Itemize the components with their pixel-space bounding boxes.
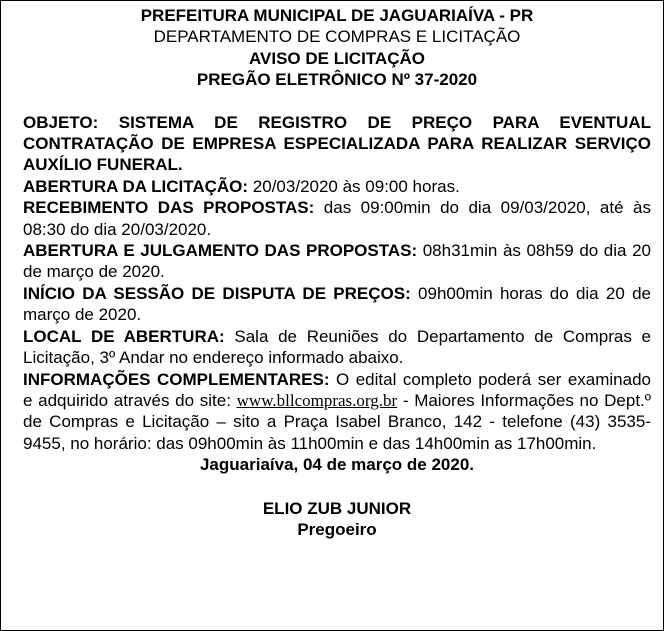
inicio-sessao-label: INÍCIO DA SESSÃO DE DISPUTA DE PREÇOS:	[23, 283, 411, 303]
paragraph-abertura-licitacao	[23, 176, 651, 197]
paragraph-informacoes	[23, 369, 651, 455]
header-pregao-number: PREGÃO ELETRÔNICO Nº 37-2020	[196, 70, 478, 90]
inicio-sessao-text: 09h00min horas do dia 20 de março de 2020.	[23, 283, 651, 325]
signature-role: Pregoeiro	[297, 519, 377, 539]
paragraph-recebimento	[23, 197, 651, 240]
objeto-label: OBJETO: SISTEMA DE REGISTRO DE PREÇO PARA EVENTUAL CONTRATAÇÃO DE EMPRESA ESPECIALIZADA PARA REALIZAR SERVIÇO AUXÍLIO FUNERAL.	[23, 112, 651, 175]
header-department: DEPARTAMENTO DE COMPRAS E LICITAÇÃO	[153, 27, 521, 47]
abertura-licitacao-text: 20/03/2020 às 09:00 horas.	[248, 176, 460, 196]
header-notice-type: AVISO DE LICITAÇÃO	[249, 48, 425, 68]
abertura-julgamento-text: 08h31min às 08h59 do dia 20 de março de 2020.	[23, 241, 651, 282]
local-abertura-label: LOCAL DE ABERTURA:	[23, 326, 225, 346]
paragraph-local-abertura	[23, 326, 651, 369]
bll-compras-link[interactable]: www.bllcompras.org.br	[236, 390, 398, 410]
notice-header	[23, 5, 651, 91]
local-abertura-text: Sala de Reuniões do Departamento de Compras e Licitação, 3º Andar no endereço informado abaixo.	[23, 326, 651, 368]
abertura-julgamento-label: ABERTURA E JULGAMENTO DAS PROPOSTAS:	[23, 241, 418, 261]
spacer	[23, 91, 651, 112]
abertura-licitacao-label: ABERTURA DA LICITAÇÃO:	[23, 176, 249, 196]
paragraph-objeto	[23, 112, 651, 176]
recebimento-text: das 09:00min do dia 09/03/2020, até às 08:30 do dia 20/03/2020.	[23, 198, 651, 239]
informacoes-text-after: - Maiores Informações no Dept.º de Compras e Licitação – sito a Praça Isabel Branco, 142 - telefone (43) 3535-9455, no horário: das 09h00min às 11h00min e das 14h00min as 17h00min.	[23, 390, 651, 453]
date-line: Jaguariaíva, 04 de março de 2020.	[199, 455, 475, 475]
signature-block	[23, 498, 651, 541]
paragraph-abertura-julgamento	[23, 240, 651, 283]
informacoes-label: INFORMAÇÕES COMPLEMENTARES:	[23, 369, 330, 389]
spacer	[23, 476, 651, 498]
informacoes-text-before: O edital completo poderá ser examinado e adquirido através do site:	[23, 369, 651, 410]
signature-name: ELIO ZUB JUNIOR	[262, 498, 412, 518]
recebimento-label: RECEBIMENTO DAS PROPOSTAS:	[23, 198, 315, 218]
paragraph-inicio-sessao	[23, 283, 651, 326]
header-municipality: PREFEITURA MUNICIPAL DE JAGUARIAÍVA - PR	[140, 6, 534, 25]
